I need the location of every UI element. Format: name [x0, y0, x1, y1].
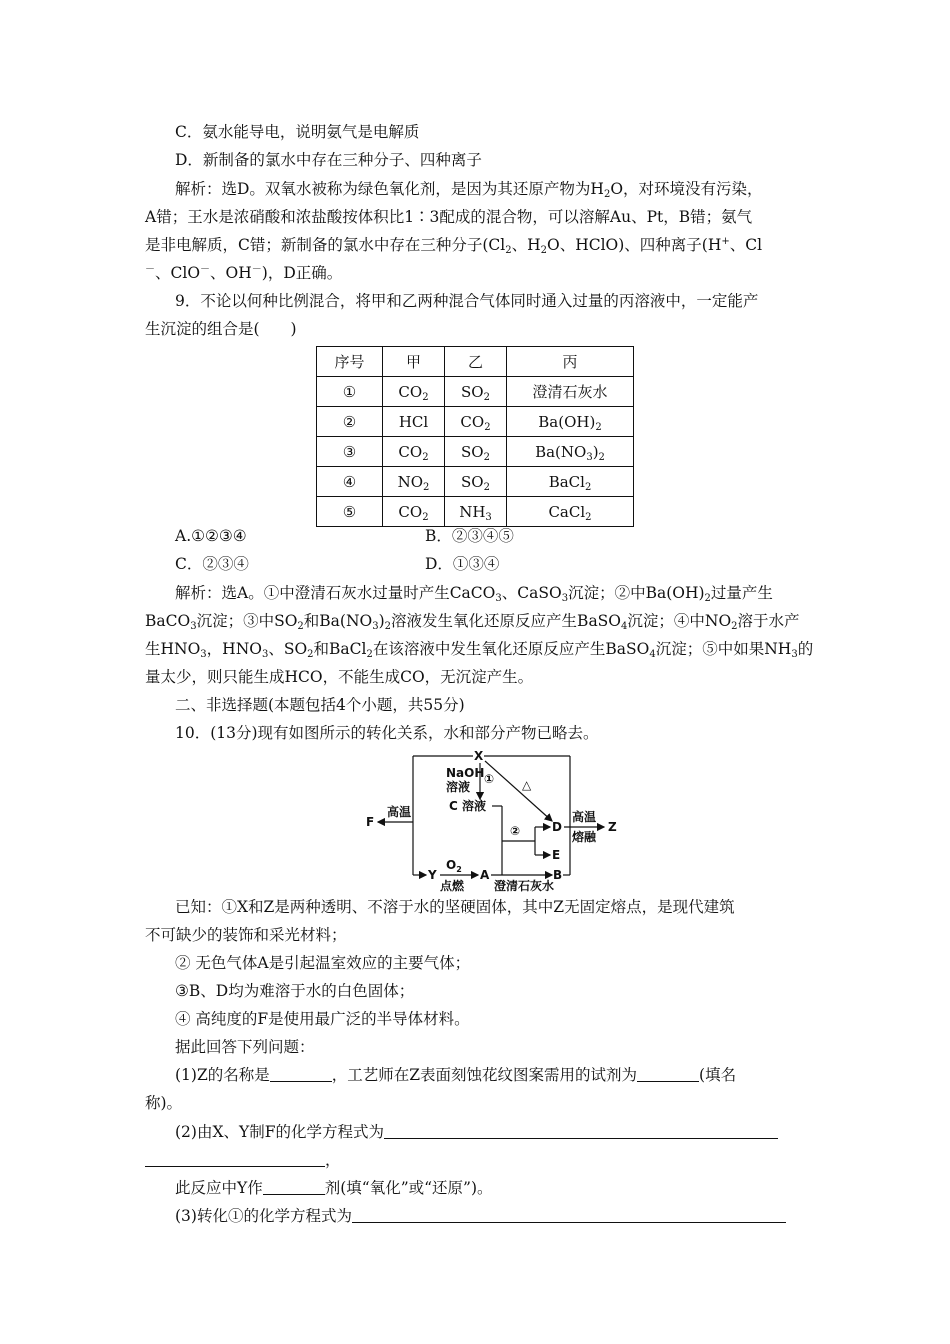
section-2-title: 二、非选择题(本题包括4个小题，共55分) — [175, 696, 465, 714]
q9-analysis-line-1: 解析：选A。①中澄清石灰水过量时产生CaCO$_3$、CaSO$_3$沉淀；②中$Ba(OH)_2$过量产生 — [175, 584, 773, 604]
q9-option-a: A.①②③④ — [175, 527, 247, 545]
q9-analysis-line-3: 生$HNO_3$，$HNO_3$、$SO_2$和BaCl$_2$在该溶液中发生氧化还原反应产生BaSO$_4$沉淀；⑤中如果$NH_3$的 — [145, 640, 814, 660]
q10-sub1-line-2: 称)。 — [145, 1094, 183, 1112]
header-b: 乙 — [445, 347, 507, 377]
label-x: X — [474, 749, 484, 763]
label-b: B — [553, 868, 563, 882]
q10-stem: 10．(13分)现有如图所示的转化关系，水和部分产物已略去。 — [175, 724, 599, 742]
q8-analysis-line-4: －、ClO－、OH－)，D正确。 — [145, 264, 343, 282]
label-high-temp-z: 高温 — [572, 810, 597, 824]
answer-blank[interactable] — [263, 1178, 325, 1195]
cell-no: ⑤ — [317, 497, 383, 527]
table-row — [317, 437, 634, 467]
label-d: D — [552, 820, 562, 834]
answer-blank[interactable] — [145, 1150, 325, 1167]
cell-b: $CO_2$ — [445, 407, 507, 437]
q9-analysis-line-2: BaCO$_3$沉淀；③中$SO_2$和$Ba(NO_3)_2$溶液发生氧化还原反应产生BaSO$_4$沉淀；④中$NO_2$溶于水产 — [145, 612, 800, 632]
table-header-row — [317, 347, 634, 377]
cell-a: HCl — [383, 407, 445, 437]
cell-a: $CO_2$ — [383, 437, 445, 467]
label-e: E — [552, 848, 561, 862]
cell-no: ② — [317, 407, 383, 437]
label-c-solution: C 溶液 — [449, 799, 486, 813]
answer-blank[interactable] — [384, 1122, 778, 1139]
cell-c: CaCl$_2$ — [507, 497, 634, 527]
table-row — [317, 497, 634, 527]
label-melt: 熔融 — [572, 830, 597, 844]
q9-analysis-line-4: 量太少，则只能生成HCO，不能生成CO，无沉淀产生。 — [145, 668, 534, 686]
label-naoh: NaOH — [446, 766, 485, 780]
label-circle-2: ② — [510, 824, 521, 838]
arrow-x-to-d — [485, 761, 552, 821]
label-f: F — [366, 815, 375, 829]
q9-option-c: C．②③④ — [175, 555, 249, 573]
cell-c: $Ba(NO_3)_2$ — [507, 437, 634, 467]
table-row — [317, 407, 634, 437]
q9-stem-line-1: 9．不论以何种比例混合，将甲和乙两种混合气体同时通入过量的丙溶液中，一定能产 — [175, 292, 759, 310]
q10-sub2-line-3: 此反应中Y作 剂(填“氧化”或“还原”)。 — [175, 1179, 493, 1197]
label-z: Z — [608, 820, 617, 834]
q9-option-d: D．①③④ — [425, 555, 500, 573]
table-row — [317, 377, 634, 407]
answer-blank[interactable] — [270, 1065, 332, 1082]
cell-no: ④ — [317, 467, 383, 497]
label-y: Y — [428, 868, 437, 882]
q9-stem-line-2: 生沉淀的组合是( ) — [145, 320, 297, 338]
q8-analysis-line-2: A错；王水是浓硝酸和浓盐酸按体积比1∶3配成的混合物，可以溶解Au、Pt，B错；氨气 — [145, 208, 753, 226]
label-ignite: 点燃 — [440, 879, 465, 893]
label-naoh-solution: 溶液 — [446, 780, 471, 794]
q10-prompt: 据此回答下列问题： — [175, 1038, 315, 1056]
cell-b: $SO_2$ — [445, 377, 507, 407]
q10-sub3-line-1: (3)转化①的化学方程式为 — [175, 1205, 845, 1227]
label-delta: △ — [522, 778, 532, 792]
label-limewater: 澄清石灰水 — [494, 879, 555, 893]
label-o2: $O_2$ — [446, 858, 462, 874]
q10-sub2-line-1: (2)由X、Y制F的化学方程式为 — [175, 1121, 845, 1143]
cell-a: $CO_2$ — [383, 497, 445, 527]
q10-known-4: ④ 高纯度的F是使用最广泛的半导体材料。 — [175, 1010, 470, 1028]
cell-a: $CO_2$ — [383, 377, 445, 407]
q10-sub2-line-2: ， — [145, 1149, 815, 1171]
q10-conversion-diagram — [360, 747, 630, 895]
q8-option-d: D．新制备的氯水中存在三种分子、四种离子 — [175, 151, 482, 169]
label-circle-1: ① — [484, 772, 495, 786]
header-no: 序号 — [317, 347, 383, 377]
q8-analysis-line-3: 是非电解质，C错；新制备的氯水中存在三种分子($Cl_2$、$H_2O$、HClO)、四种离子(H+、Cl — [145, 236, 763, 256]
q8-analysis-line-1: 解析：选D。双氧水被称为绿色氧化剂，是因为其还原产物为$H_2O$，对环境没有污染， — [175, 180, 763, 200]
table-row — [317, 467, 634, 497]
cell-c: 澄清石灰水 — [507, 377, 634, 407]
q10-sub1-line-1: (1)Z的名称是 ，工艺师在Z表面刻蚀花纹图案需用的试剂为 (填名 — [175, 1066, 737, 1084]
q8-option-c: C．氨水能导电，说明氨气是电解质 — [175, 123, 420, 141]
cell-b: $NH_3$ — [445, 497, 507, 527]
cell-c: $Ba(OH)_2$ — [507, 407, 634, 437]
q10-known-2: ② 无色气体A是引起温室效应的主要气体； — [175, 954, 471, 972]
label-a: A — [480, 868, 490, 882]
answer-blank[interactable] — [352, 1206, 786, 1223]
header-a: 甲 — [383, 347, 445, 377]
q10-known-3: ③B、D均为难溶于水的白色固体； — [175, 982, 415, 1000]
q9-table — [316, 346, 634, 527]
answer-blank[interactable] — [637, 1065, 699, 1082]
cell-b: $SO_2$ — [445, 467, 507, 497]
cell-no: ① — [317, 377, 383, 407]
cell-b: $SO_2$ — [445, 437, 507, 467]
header-c: 丙 — [507, 347, 634, 377]
q10-known-1b: 不可缺少的装饰和采光材料； — [145, 926, 347, 944]
cell-no: ③ — [317, 437, 383, 467]
cell-a: $NO_2$ — [383, 467, 445, 497]
label-high-temp-f: 高温 — [387, 805, 412, 819]
q9-option-b: B．②③④⑤ — [425, 527, 514, 545]
cell-c: BaCl$_2$ — [507, 467, 634, 497]
q10-known-1: 已知：①X和Z是两种透明、不溶于水的坚硬固体，其中Z无固定熔点，是现代建筑 — [175, 898, 735, 916]
